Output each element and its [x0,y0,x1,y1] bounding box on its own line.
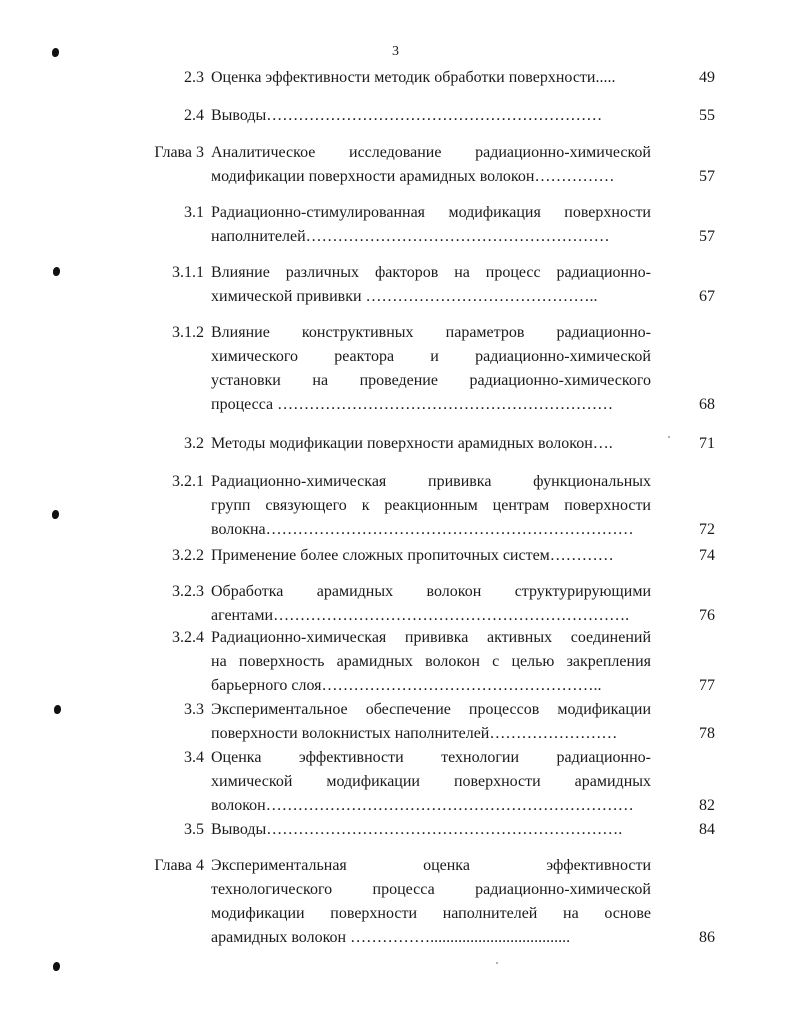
toc-entry-line: Радиационно-химическая прививка функциональных [211,473,651,490]
punch-hole [52,510,59,519]
toc-entry-number: 3.1.1 [172,264,204,281]
toc-entry-title [211,201,651,249]
toc-entry-page: 77 [699,677,715,694]
toc-entry-line: установки на проведение радиационно-химического [211,372,651,389]
toc-entry-page: 84 [699,821,715,838]
toc-entry-title [211,261,651,309]
toc-entry-line: Обработка арамидных волокон структурирующими [211,583,651,600]
toc-entry-number: 3.3 [184,701,204,718]
toc-entry-line: модификации поверхности арамидных волокон…………… [211,168,615,185]
toc-entry-page: 67 [699,288,715,305]
toc-entry-line: процесса ……………………………………………………… [211,396,614,413]
toc-entry-line: Выводы……………………………………………………… [211,107,603,124]
scan-speck [496,962,498,964]
toc-entry-line: на поверхность арамидных волокон с целью закрепления [211,653,651,670]
toc-entry-title [211,141,651,189]
toc-entry-page: 68 [699,396,715,413]
toc-entry-title [211,66,651,90]
toc-entry-title [211,626,651,698]
toc-entry-page: 72 [699,521,715,538]
toc-entry-title [211,544,651,568]
toc-entry-page: 71 [699,435,715,452]
toc-entry-line: наполнителей………………………………………………… [211,228,610,245]
toc-entry-page: 86 [699,929,715,946]
toc-entry-line: Аналитическое исследование радиационно-химической [211,144,651,161]
toc-entry-number: 2.3 [184,69,204,86]
punch-hole [53,267,60,276]
punch-hole [52,48,59,57]
toc-entry-number: 2.4 [184,107,204,124]
toc-entry-line: Методы модификации поверхности арамидных волокон…. [211,435,613,452]
toc-entry-number: 3.2.4 [172,629,204,646]
toc-entry-number: 3.2.2 [172,547,204,564]
toc-entry-number: 3.1 [184,204,204,221]
toc-entry-number: 3.4 [184,749,204,766]
toc-entry-page: 74 [699,547,715,564]
toc-entry-page: 57 [699,228,715,245]
toc-entry-number: Глава 3 [154,144,204,161]
toc-entry-line: Выводы…………………………………………………………. [211,821,623,838]
toc-entry-number: 3.1.2 [172,324,204,341]
toc-entry-title [211,698,651,746]
toc-entry-line: Применение более сложных пропиточных систем………… [211,547,614,564]
toc-entry-line: Влияние конструктивных параметров радиационно- [211,324,651,341]
toc-entry-line: химической прививки …………………………………….. [211,288,598,305]
toc-entry-line: арамидных волокон ……………................................... [211,929,571,946]
page-number: 3 [392,44,399,59]
toc-entry-page: 55 [699,107,715,124]
toc-entry-title [211,854,651,950]
toc-entry-line: Экспериментальная оценка эффективности [211,857,651,874]
punch-hole [53,962,60,971]
toc-entry-number: 3.2.3 [172,583,204,600]
toc-entry-number: 3.2 [184,435,204,452]
toc-entry-line: агентами…………………………………………………………. [211,607,630,624]
toc-entry-line: поверхности волокнистых наполнителей…………………… [211,725,618,742]
toc-entry-title [211,818,651,842]
toc-entry-number: Глава 4 [154,857,204,874]
toc-entry-page: 76 [699,607,715,624]
toc-entry-title [211,470,651,542]
toc-entry-line: групп связующего к реакционным центрам поверхности [211,497,651,514]
toc-entry-number: 3.2.1 [172,473,204,490]
toc-entry-line: Радиационно-стимулированная модификация поверхности [211,204,651,221]
toc-entry-line: Экспериментальное обеспечение процессов модификации [211,701,651,718]
toc-entry-line: технологического процесса радиационно-химической [211,881,651,898]
toc-entry-title [211,746,651,818]
toc-entry-page: 49 [699,69,715,86]
toc-entry-line: волокна…………………………………………………………… [211,521,634,538]
toc-entry-page: 78 [699,725,715,742]
toc-entry-line: Влияние различных факторов на процесс радиационно- [211,264,651,281]
toc-entry-line: химической модификации поверхности арамидных [211,773,651,790]
toc-entry-title [211,321,651,417]
toc-entry-line: Оценка эффективности методик обработки поверхности..... [211,69,616,86]
toc-entry-page: 57 [699,168,715,185]
toc-entry-line: модификации поверхности наполнителей на основе [211,905,651,922]
toc-entry-title [211,432,651,456]
toc-entry-line: Оценка эффективности технологии радиационно- [211,749,651,766]
toc-entry-line: волокон…………………………………………………………… [211,797,634,814]
scan-speck [668,436,670,438]
toc-entry-line: барьерного слоя…………………………………………….. [211,677,602,694]
punch-hole [54,705,61,714]
toc-entry-page: 82 [699,797,715,814]
toc-entry-title [211,580,651,628]
toc-entry-number: 3.5 [184,821,204,838]
toc-entry-line: химического реактора и радиационно-химической [211,348,651,365]
toc-entry-line: Радиационно-химическая прививка активных соединений [211,629,651,646]
toc-entry-title [211,104,651,128]
